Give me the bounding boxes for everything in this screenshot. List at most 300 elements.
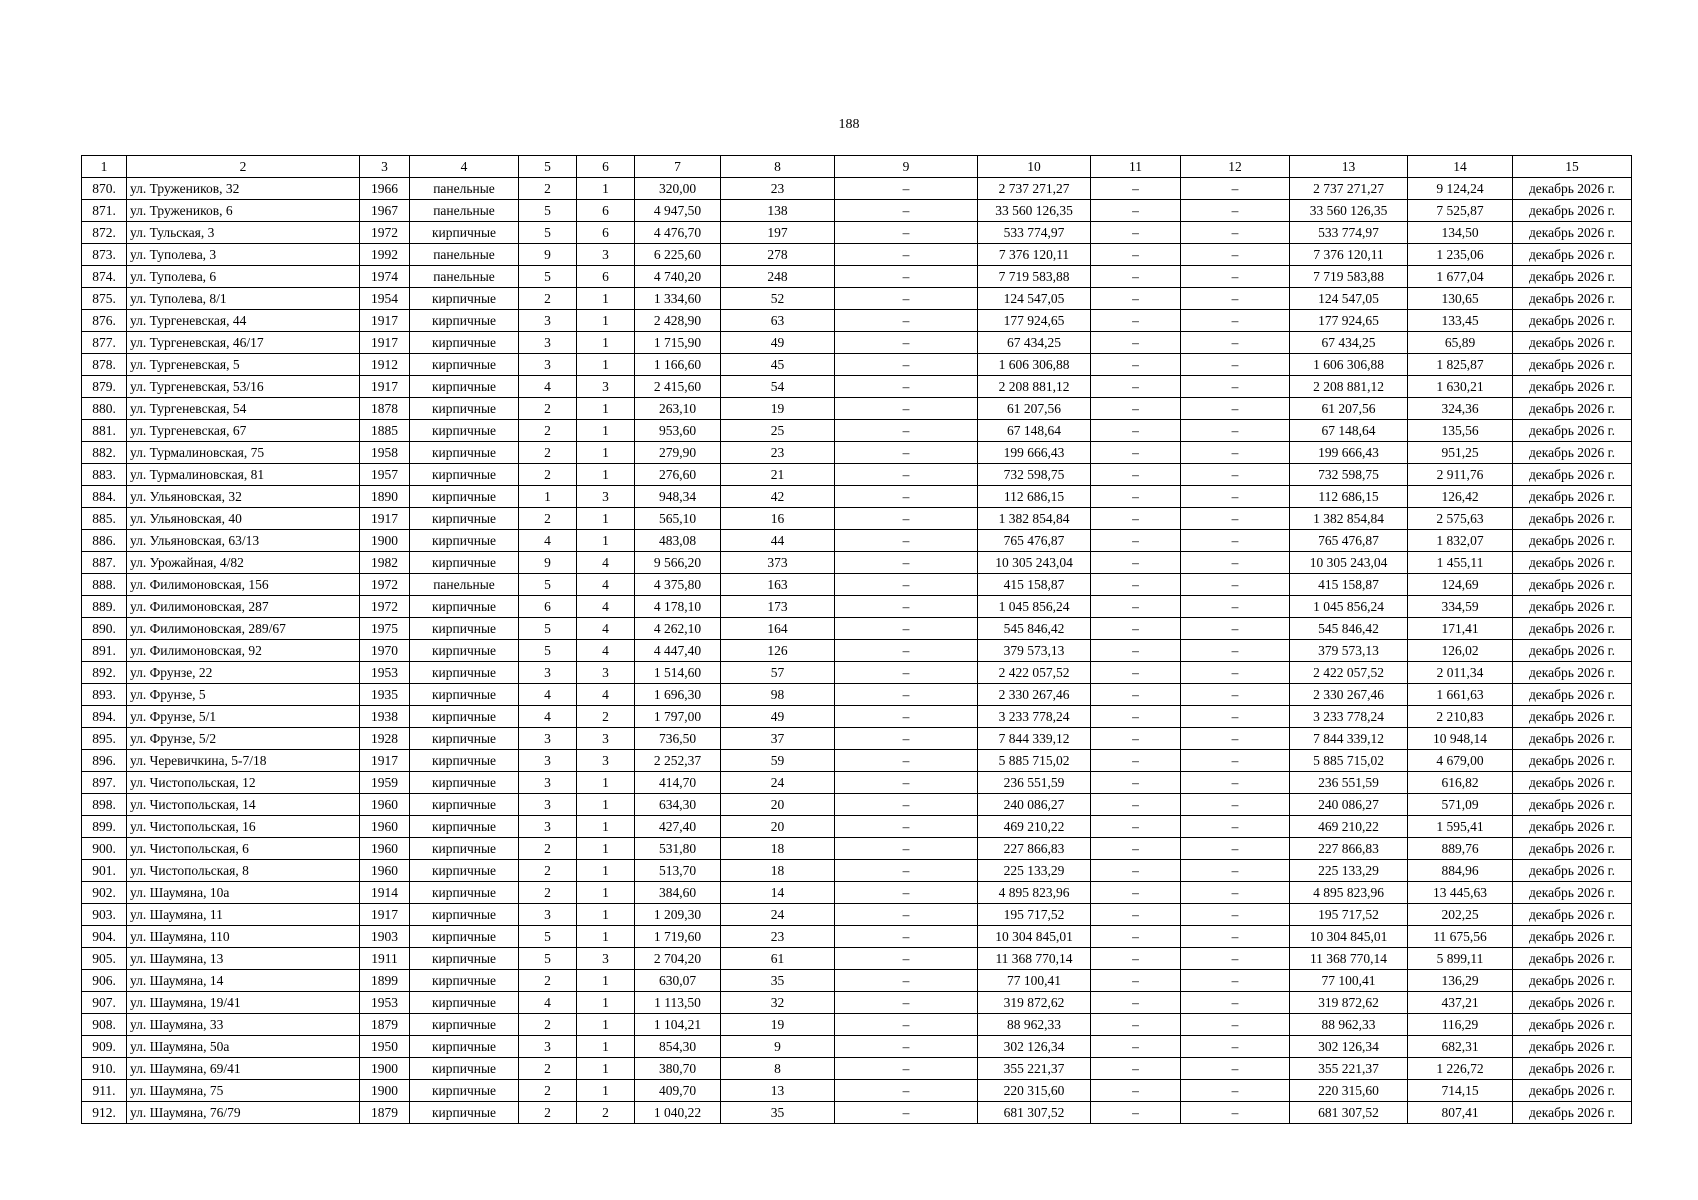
table-cell-col-5: 5 xyxy=(519,222,577,244)
table-cell-col-8: 32 xyxy=(721,992,835,1014)
table-cell-col-1: 891. xyxy=(82,640,127,662)
column-header-9: 9 xyxy=(835,156,978,178)
table-cell-col-6: 4 xyxy=(577,596,635,618)
table-cell-col-8: 45 xyxy=(721,354,835,376)
table-cell-col-11: – xyxy=(1091,772,1181,794)
table-cell-col-5: 2 xyxy=(519,1014,577,1036)
table-cell-col-11: – xyxy=(1091,816,1181,838)
table-cell-col-12: – xyxy=(1181,728,1290,750)
table-cell-col-5: 3 xyxy=(519,332,577,354)
table-cell-col-7: 4 447,40 xyxy=(635,640,721,662)
table-row xyxy=(82,992,1632,1014)
table-row xyxy=(82,728,1632,750)
table-cell-col-7: 513,70 xyxy=(635,860,721,882)
table-cell-col-4: кирпичные xyxy=(410,618,519,640)
table-cell-col-2: ул. Ульяновская, 32 xyxy=(127,486,360,508)
table-cell-col-11: – xyxy=(1091,244,1181,266)
table-cell-col-7: 4 178,10 xyxy=(635,596,721,618)
table-cell-col-13: 220 315,60 xyxy=(1290,1080,1408,1102)
column-header-14: 14 xyxy=(1408,156,1513,178)
table-row xyxy=(82,794,1632,816)
table-cell-col-10: 220 315,60 xyxy=(978,1080,1091,1102)
table-cell-col-12: – xyxy=(1181,794,1290,816)
table-cell-col-5: 4 xyxy=(519,992,577,1014)
table-cell-col-14: 10 948,14 xyxy=(1408,728,1513,750)
table-row xyxy=(82,618,1632,640)
table-cell-col-9: – xyxy=(835,728,978,750)
table-cell-col-1: 873. xyxy=(82,244,127,266)
table-cell-col-11: – xyxy=(1091,376,1181,398)
table-cell-col-14: 2 011,34 xyxy=(1408,662,1513,684)
table-cell-col-3: 1960 xyxy=(360,816,410,838)
table-cell-col-3: 1938 xyxy=(360,706,410,728)
table-cell-col-5: 2 xyxy=(519,288,577,310)
table-row xyxy=(82,948,1632,970)
table-cell-col-5: 2 xyxy=(519,442,577,464)
table-cell-col-12: – xyxy=(1181,486,1290,508)
table-cell-col-15: декабрь 2026 г. xyxy=(1513,508,1632,530)
table-cell-col-1: 893. xyxy=(82,684,127,706)
table-cell-col-12: – xyxy=(1181,376,1290,398)
table-cell-col-5: 9 xyxy=(519,552,577,574)
table-cell-col-12: – xyxy=(1181,706,1290,728)
table-cell-col-8: 9 xyxy=(721,1036,835,1058)
table-cell-col-12: – xyxy=(1181,288,1290,310)
table-cell-col-13: 732 598,75 xyxy=(1290,464,1408,486)
table-cell-col-1: 885. xyxy=(82,508,127,530)
table-cell-col-11: – xyxy=(1091,1080,1181,1102)
table-cell-col-3: 1992 xyxy=(360,244,410,266)
table-row xyxy=(82,772,1632,794)
table-cell-col-13: 379 573,13 xyxy=(1290,640,1408,662)
table-cell-col-3: 1912 xyxy=(360,354,410,376)
table-cell-col-2: ул. Тружеников, 6 xyxy=(127,200,360,222)
table-cell-col-15: декабрь 2026 г. xyxy=(1513,222,1632,244)
column-header-15: 15 xyxy=(1513,156,1632,178)
table-cell-col-2: ул. Шаумяна, 69/41 xyxy=(127,1058,360,1080)
table-cell-col-9: – xyxy=(835,178,978,200)
table-cell-col-9: – xyxy=(835,618,978,640)
table-row xyxy=(82,398,1632,420)
table-cell-col-15: декабрь 2026 г. xyxy=(1513,1102,1632,1124)
table-cell-col-10: 319 872,62 xyxy=(978,992,1091,1014)
table-cell-col-13: 77 100,41 xyxy=(1290,970,1408,992)
table-cell-col-15: декабрь 2026 г. xyxy=(1513,970,1632,992)
table-cell-col-1: 887. xyxy=(82,552,127,574)
table-cell-col-1: 907. xyxy=(82,992,127,1014)
table-cell-col-2: ул. Шаумяна, 75 xyxy=(127,1080,360,1102)
table-cell-col-6: 3 xyxy=(577,486,635,508)
table-cell-col-4: панельные xyxy=(410,244,519,266)
table-cell-col-7: 565,10 xyxy=(635,508,721,530)
table-cell-col-7: 1 797,00 xyxy=(635,706,721,728)
table-cell-col-15: декабрь 2026 г. xyxy=(1513,1058,1632,1080)
table-cell-col-4: кирпичные xyxy=(410,816,519,838)
table-cell-col-15: декабрь 2026 г. xyxy=(1513,244,1632,266)
table-cell-col-6: 1 xyxy=(577,508,635,530)
table-cell-col-9: – xyxy=(835,838,978,860)
table-cell-col-8: 49 xyxy=(721,332,835,354)
table-cell-col-4: кирпичные xyxy=(410,464,519,486)
table-cell-col-15: декабрь 2026 г. xyxy=(1513,420,1632,442)
table-cell-col-11: – xyxy=(1091,926,1181,948)
table-cell-col-6: 1 xyxy=(577,882,635,904)
table-cell-col-9: – xyxy=(835,948,978,970)
table-cell-col-4: кирпичные xyxy=(410,904,519,926)
table-cell-col-10: 7 719 583,88 xyxy=(978,266,1091,288)
table-cell-col-9: – xyxy=(835,750,978,772)
table-cell-col-10: 4 895 823,96 xyxy=(978,882,1091,904)
column-header-6: 6 xyxy=(577,156,635,178)
table-cell-col-14: 1 235,06 xyxy=(1408,244,1513,266)
table-cell-col-1: 901. xyxy=(82,860,127,882)
table-cell-col-8: 173 xyxy=(721,596,835,618)
table-row xyxy=(82,640,1632,662)
table-cell-col-8: 35 xyxy=(721,1102,835,1124)
table-cell-col-12: – xyxy=(1181,332,1290,354)
table-cell-col-4: кирпичные xyxy=(410,222,519,244)
table-cell-col-14: 571,09 xyxy=(1408,794,1513,816)
table-cell-col-9: – xyxy=(835,662,978,684)
table-cell-col-10: 469 210,22 xyxy=(978,816,1091,838)
table-row xyxy=(82,860,1632,882)
table-cell-col-6: 1 xyxy=(577,772,635,794)
table-cell-col-2: ул. Шаумяна, 14 xyxy=(127,970,360,992)
table-cell-col-12: – xyxy=(1181,222,1290,244)
table-cell-col-10: 533 774,97 xyxy=(978,222,1091,244)
table-cell-col-7: 1 209,30 xyxy=(635,904,721,926)
table-cell-col-11: – xyxy=(1091,222,1181,244)
table-cell-col-15: декабрь 2026 г. xyxy=(1513,442,1632,464)
table-cell-col-5: 1 xyxy=(519,486,577,508)
table-cell-col-7: 1 104,21 xyxy=(635,1014,721,1036)
table-cell-col-2: ул. Урожайная, 4/82 xyxy=(127,552,360,574)
table-cell-col-8: 18 xyxy=(721,860,835,882)
table-cell-col-11: – xyxy=(1091,750,1181,772)
table-cell-col-13: 61 207,56 xyxy=(1290,398,1408,420)
table-cell-col-9: – xyxy=(835,926,978,948)
table-cell-col-13: 227 866,83 xyxy=(1290,838,1408,860)
table-cell-col-5: 5 xyxy=(519,948,577,970)
column-header-8: 8 xyxy=(721,156,835,178)
table-cell-col-11: – xyxy=(1091,838,1181,860)
table-row xyxy=(82,882,1632,904)
table-cell-col-13: 236 551,59 xyxy=(1290,772,1408,794)
table-cell-col-6: 1 xyxy=(577,464,635,486)
page-number: 188 xyxy=(838,117,860,132)
table-cell-col-12: – xyxy=(1181,464,1290,486)
table-cell-col-8: 24 xyxy=(721,904,835,926)
table-cell-col-9: – xyxy=(835,200,978,222)
table-cell-col-2: ул. Шаумяна, 76/79 xyxy=(127,1102,360,1124)
table-cell-col-4: панельные xyxy=(410,574,519,596)
table-cell-col-13: 545 846,42 xyxy=(1290,618,1408,640)
table-cell-col-10: 2 208 881,12 xyxy=(978,376,1091,398)
table-cell-col-14: 126,42 xyxy=(1408,486,1513,508)
table-cell-col-4: кирпичные xyxy=(410,728,519,750)
table-cell-col-11: – xyxy=(1091,574,1181,596)
table-row xyxy=(82,816,1632,838)
table-cell-col-13: 302 126,34 xyxy=(1290,1036,1408,1058)
table-cell-col-14: 324,36 xyxy=(1408,398,1513,420)
table-cell-col-8: 44 xyxy=(721,530,835,552)
table-cell-col-13: 355 221,37 xyxy=(1290,1058,1408,1080)
table-cell-col-11: – xyxy=(1091,530,1181,552)
table-cell-col-10: 10 304 845,01 xyxy=(978,926,1091,948)
table-cell-col-12: – xyxy=(1181,442,1290,464)
table-cell-col-5: 4 xyxy=(519,684,577,706)
table-cell-col-15: декабрь 2026 г. xyxy=(1513,926,1632,948)
table-cell-col-10: 379 573,13 xyxy=(978,640,1091,662)
table-body xyxy=(82,178,1632,1124)
table-cell-col-8: 54 xyxy=(721,376,835,398)
table-cell-col-1: 897. xyxy=(82,772,127,794)
table-cell-col-7: 380,70 xyxy=(635,1058,721,1080)
table-cell-col-3: 1900 xyxy=(360,1080,410,1102)
table-cell-col-11: – xyxy=(1091,508,1181,530)
table-cell-col-7: 4 740,20 xyxy=(635,266,721,288)
table-cell-col-5: 3 xyxy=(519,750,577,772)
table-cell-col-15: декабрь 2026 г. xyxy=(1513,574,1632,596)
table-cell-col-13: 10 304 845,01 xyxy=(1290,926,1408,948)
table-cell-col-8: 14 xyxy=(721,882,835,904)
table-cell-col-13: 415 158,87 xyxy=(1290,574,1408,596)
table-cell-col-4: кирпичные xyxy=(410,552,519,574)
table-cell-col-3: 1982 xyxy=(360,552,410,574)
table-cell-col-7: 531,80 xyxy=(635,838,721,860)
table-cell-col-6: 1 xyxy=(577,1014,635,1036)
table-cell-col-14: 889,76 xyxy=(1408,838,1513,860)
table-cell-col-13: 67 434,25 xyxy=(1290,332,1408,354)
table-cell-col-1: 884. xyxy=(82,486,127,508)
table-cell-col-8: 19 xyxy=(721,1014,835,1036)
table-cell-col-4: кирпичные xyxy=(410,926,519,948)
table-cell-col-6: 1 xyxy=(577,310,635,332)
table-cell-col-3: 1899 xyxy=(360,970,410,992)
table-cell-col-1: 899. xyxy=(82,816,127,838)
table-cell-col-11: – xyxy=(1091,860,1181,882)
table-cell-col-14: 13 445,63 xyxy=(1408,882,1513,904)
table-row xyxy=(82,376,1632,398)
table-cell-col-4: кирпичные xyxy=(410,838,519,860)
table-cell-col-2: ул. Шаумяна, 50а xyxy=(127,1036,360,1058)
table-cell-col-7: 427,40 xyxy=(635,816,721,838)
table-row xyxy=(82,244,1632,266)
table-cell-col-4: кирпичные xyxy=(410,706,519,728)
table-cell-col-6: 1 xyxy=(577,398,635,420)
table-cell-col-10: 7 376 120,11 xyxy=(978,244,1091,266)
table-cell-col-14: 124,69 xyxy=(1408,574,1513,596)
table-cell-col-5: 3 xyxy=(519,772,577,794)
table-cell-col-14: 714,15 xyxy=(1408,1080,1513,1102)
table-cell-col-8: 98 xyxy=(721,684,835,706)
table-cell-col-3: 1959 xyxy=(360,772,410,794)
table-cell-col-3: 1960 xyxy=(360,838,410,860)
table-cell-col-15: декабрь 2026 г. xyxy=(1513,398,1632,420)
table-cell-col-15: декабрь 2026 г. xyxy=(1513,750,1632,772)
table-cell-col-8: 138 xyxy=(721,200,835,222)
table-cell-col-3: 1885 xyxy=(360,420,410,442)
table-cell-col-7: 1 719,60 xyxy=(635,926,721,948)
table-cell-col-6: 6 xyxy=(577,222,635,244)
table-cell-col-2: ул. Тургеневская, 44 xyxy=(127,310,360,332)
table-cell-col-7: 2 428,90 xyxy=(635,310,721,332)
table-cell-col-3: 1911 xyxy=(360,948,410,970)
table-cell-col-2: ул. Фрунзе, 5 xyxy=(127,684,360,706)
table-cell-col-9: – xyxy=(835,420,978,442)
table-cell-col-10: 415 158,87 xyxy=(978,574,1091,596)
table-cell-col-4: кирпичные xyxy=(410,1058,519,1080)
table-cell-col-8: 21 xyxy=(721,464,835,486)
table-cell-col-6: 3 xyxy=(577,662,635,684)
table-cell-col-14: 136,29 xyxy=(1408,970,1513,992)
table-cell-col-8: 37 xyxy=(721,728,835,750)
table-cell-col-10: 1 606 306,88 xyxy=(978,354,1091,376)
table-cell-col-9: – xyxy=(835,486,978,508)
table-cell-col-7: 634,30 xyxy=(635,794,721,816)
table-cell-col-2: ул. Шаумяна, 19/41 xyxy=(127,992,360,1014)
table-cell-col-3: 1953 xyxy=(360,992,410,1014)
table-cell-col-5: 2 xyxy=(519,970,577,992)
table-cell-col-4: панельные xyxy=(410,178,519,200)
table-cell-col-3: 1970 xyxy=(360,640,410,662)
table-cell-col-4: кирпичные xyxy=(410,442,519,464)
table-cell-col-1: 898. xyxy=(82,794,127,816)
table-cell-col-4: кирпичные xyxy=(410,376,519,398)
table-cell-col-13: 765 476,87 xyxy=(1290,530,1408,552)
table-cell-col-3: 1917 xyxy=(360,904,410,926)
table-cell-col-14: 1 832,07 xyxy=(1408,530,1513,552)
table-row xyxy=(82,200,1632,222)
table-cell-col-9: – xyxy=(835,464,978,486)
table-cell-col-1: 902. xyxy=(82,882,127,904)
table-cell-col-1: 900. xyxy=(82,838,127,860)
table-cell-col-4: кирпичные xyxy=(410,508,519,530)
table-cell-col-10: 5 885 715,02 xyxy=(978,750,1091,772)
table-cell-col-11: – xyxy=(1091,288,1181,310)
table-cell-col-3: 1966 xyxy=(360,178,410,200)
table-cell-col-15: декабрь 2026 г. xyxy=(1513,618,1632,640)
table-cell-col-11: – xyxy=(1091,442,1181,464)
table-cell-col-3: 1900 xyxy=(360,1058,410,1080)
table-cell-col-1: 906. xyxy=(82,970,127,992)
table-cell-col-6: 1 xyxy=(577,1058,635,1080)
table-cell-col-8: 373 xyxy=(721,552,835,574)
table-cell-col-14: 135,56 xyxy=(1408,420,1513,442)
table-cell-col-12: – xyxy=(1181,882,1290,904)
table-cell-col-4: кирпичные xyxy=(410,684,519,706)
table-cell-col-13: 469 210,22 xyxy=(1290,816,1408,838)
table-cell-col-1: 876. xyxy=(82,310,127,332)
table-cell-col-2: ул. Тургеневская, 46/17 xyxy=(127,332,360,354)
table-cell-col-12: – xyxy=(1181,640,1290,662)
table-cell-col-10: 765 476,87 xyxy=(978,530,1091,552)
table-cell-col-1: 882. xyxy=(82,442,127,464)
table-cell-col-15: декабрь 2026 г. xyxy=(1513,596,1632,618)
table-cell-col-3: 1950 xyxy=(360,1036,410,1058)
table-cell-col-7: 414,70 xyxy=(635,772,721,794)
table-cell-col-6: 3 xyxy=(577,244,635,266)
table-cell-col-11: – xyxy=(1091,794,1181,816)
table-cell-col-15: декабрь 2026 г. xyxy=(1513,266,1632,288)
table-cell-col-10: 112 686,15 xyxy=(978,486,1091,508)
table-cell-col-13: 11 368 770,14 xyxy=(1290,948,1408,970)
table-cell-col-7: 2 252,37 xyxy=(635,750,721,772)
table-cell-col-15: декабрь 2026 г. xyxy=(1513,1014,1632,1036)
table-cell-col-12: – xyxy=(1181,354,1290,376)
table-cell-col-10: 195 717,52 xyxy=(978,904,1091,926)
table-cell-col-3: 1914 xyxy=(360,882,410,904)
table-cell-col-14: 171,41 xyxy=(1408,618,1513,640)
table-cell-col-12: – xyxy=(1181,860,1290,882)
table-row xyxy=(82,1014,1632,1036)
table-cell-col-11: – xyxy=(1091,266,1181,288)
table-cell-col-13: 199 666,43 xyxy=(1290,442,1408,464)
table-cell-col-6: 1 xyxy=(577,1080,635,1102)
table-cell-col-8: 61 xyxy=(721,948,835,970)
table-cell-col-2: ул. Филимоновская, 287 xyxy=(127,596,360,618)
table-cell-col-8: 18 xyxy=(721,838,835,860)
table-cell-col-13: 4 895 823,96 xyxy=(1290,882,1408,904)
table-cell-col-3: 1957 xyxy=(360,464,410,486)
table-cell-col-9: – xyxy=(835,794,978,816)
table-cell-col-6: 3 xyxy=(577,750,635,772)
table-cell-col-1: 910. xyxy=(82,1058,127,1080)
table-cell-col-11: – xyxy=(1091,552,1181,574)
table-cell-col-7: 409,70 xyxy=(635,1080,721,1102)
table-cell-col-2: ул. Тургеневская, 53/16 xyxy=(127,376,360,398)
table-cell-col-8: 8 xyxy=(721,1058,835,1080)
table-row xyxy=(82,354,1632,376)
table-cell-col-14: 437,21 xyxy=(1408,992,1513,1014)
table-cell-col-12: – xyxy=(1181,816,1290,838)
table-cell-col-12: – xyxy=(1181,596,1290,618)
table-row xyxy=(82,574,1632,596)
table-cell-col-15: декабрь 2026 г. xyxy=(1513,860,1632,882)
table-cell-col-4: кирпичные xyxy=(410,354,519,376)
table-cell-col-15: декабрь 2026 г. xyxy=(1513,684,1632,706)
table-cell-col-11: – xyxy=(1091,200,1181,222)
table-cell-col-6: 4 xyxy=(577,574,635,596)
table-cell-col-2: ул. Ульяновская, 63/13 xyxy=(127,530,360,552)
table-cell-col-8: 23 xyxy=(721,926,835,948)
column-number-header-row xyxy=(82,156,1632,178)
table-cell-col-8: 59 xyxy=(721,750,835,772)
table-cell-col-6: 4 xyxy=(577,618,635,640)
table-cell-col-14: 202,25 xyxy=(1408,904,1513,926)
table-cell-col-5: 2 xyxy=(519,420,577,442)
table-cell-col-13: 3 233 778,24 xyxy=(1290,706,1408,728)
table-cell-col-4: кирпичные xyxy=(410,860,519,882)
table-cell-col-9: – xyxy=(835,970,978,992)
table-cell-col-11: – xyxy=(1091,640,1181,662)
table-cell-col-4: кирпичные xyxy=(410,1036,519,1058)
table-row xyxy=(82,420,1632,442)
table-cell-col-15: декабрь 2026 г. xyxy=(1513,1080,1632,1102)
table-row xyxy=(82,706,1632,728)
table-cell-col-11: – xyxy=(1091,178,1181,200)
column-header-11: 11 xyxy=(1091,156,1181,178)
table-cell-col-3: 1900 xyxy=(360,530,410,552)
table-cell-col-9: – xyxy=(835,332,978,354)
table-cell-col-8: 164 xyxy=(721,618,835,640)
table-cell-col-7: 276,60 xyxy=(635,464,721,486)
table-cell-col-7: 2 415,60 xyxy=(635,376,721,398)
table-cell-col-6: 1 xyxy=(577,838,635,860)
table-cell-col-7: 2 704,20 xyxy=(635,948,721,970)
table-cell-col-9: – xyxy=(835,1014,978,1036)
table-cell-col-14: 4 679,00 xyxy=(1408,750,1513,772)
